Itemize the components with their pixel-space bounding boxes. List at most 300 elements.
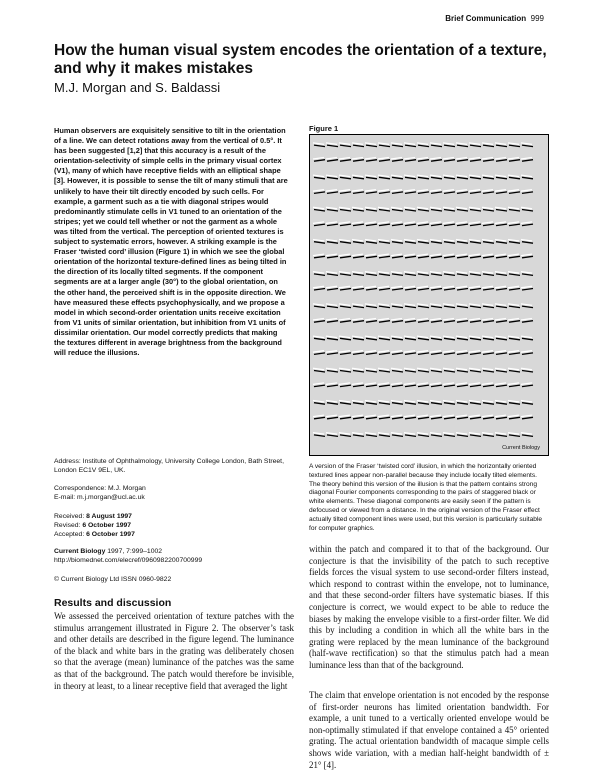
texture-element-white bbox=[521, 401, 532, 403]
texture-element-black bbox=[353, 338, 364, 340]
texture-element-white bbox=[378, 175, 389, 177]
texture-element-black bbox=[340, 306, 351, 308]
texture-element-white bbox=[469, 401, 480, 403]
texture-element-white bbox=[495, 222, 506, 224]
texture-element-white bbox=[482, 401, 493, 403]
texture-element-white bbox=[443, 368, 454, 370]
texture-element-white bbox=[313, 272, 324, 274]
texture-element-black bbox=[444, 242, 455, 244]
texture-element-white bbox=[469, 383, 480, 385]
texture-element-black bbox=[366, 256, 377, 258]
texture-element-black bbox=[327, 306, 338, 308]
texture-element-black bbox=[366, 338, 377, 340]
texture-element-black bbox=[483, 403, 494, 405]
texture-element-white bbox=[404, 272, 415, 274]
texture-element-white bbox=[456, 383, 467, 385]
texture-element-white bbox=[521, 240, 532, 242]
texture-element-black bbox=[457, 289, 468, 291]
texture-element-black bbox=[379, 145, 390, 147]
texture-element-black bbox=[353, 417, 364, 419]
texture-element-black bbox=[444, 385, 455, 387]
texture-element-black bbox=[314, 338, 325, 340]
texture-element-white bbox=[508, 433, 519, 435]
right-body-text-1: within the patch and compared it to that of the background. Our conjecture is that the invisibility of the patch to such receptive fields forces the visual system to use second-order filters instead, which respond to contrast within the envelope, not to luminance, and that these second-order filters have systematic biases. If this conjecture is correct, we would expect to be able to reduce the biases by making the envelope visible to a first-order filter. We did this by including a condition in which all the white bars in the grating were replaced by the mean luminance of the background (half-wave rectification) so that the stimulus patch had a mean luminance less than that of the background. bbox=[309, 544, 549, 670]
texture-element-black bbox=[483, 145, 494, 147]
texture-element-black bbox=[470, 224, 481, 226]
texture-element-white bbox=[521, 415, 532, 417]
texture-element-black bbox=[405, 177, 416, 179]
texture-element-white bbox=[495, 190, 506, 192]
dates bbox=[54, 512, 294, 539]
texture-element-white bbox=[391, 207, 402, 209]
texture-element-black bbox=[470, 160, 481, 162]
texture-element-white bbox=[456, 401, 467, 403]
texture-element-white bbox=[313, 207, 324, 209]
texture-element-black bbox=[418, 321, 429, 323]
texture-element-black bbox=[379, 289, 390, 291]
texture-element-white bbox=[417, 175, 428, 177]
texture-element-black bbox=[314, 274, 325, 276]
texture-element-black bbox=[405, 242, 416, 244]
texture-element-black bbox=[314, 160, 325, 162]
texture-element-black bbox=[509, 385, 520, 387]
texture-element-black bbox=[327, 385, 338, 387]
texture-element-white bbox=[417, 415, 428, 417]
texture-element-black bbox=[509, 289, 520, 291]
texture-element-white bbox=[443, 383, 454, 385]
texture-element-white bbox=[404, 433, 415, 435]
texture-element-white bbox=[339, 319, 350, 321]
texture-element-white bbox=[352, 190, 363, 192]
texture-element-black bbox=[392, 371, 403, 373]
texture-element-black bbox=[483, 224, 494, 226]
texture-element-black bbox=[366, 177, 377, 179]
texture-element-black bbox=[314, 256, 325, 258]
texture-element-black bbox=[314, 385, 325, 387]
texture-element-black bbox=[340, 417, 351, 419]
texture-element-white bbox=[430, 304, 441, 306]
texture-element-black bbox=[366, 274, 377, 276]
texture-element-white bbox=[456, 143, 467, 145]
texture-element-white bbox=[508, 222, 519, 224]
texture-element-white bbox=[378, 286, 389, 288]
texture-element-white bbox=[352, 222, 363, 224]
texture-element-white bbox=[469, 175, 480, 177]
texture-element-white bbox=[508, 143, 519, 145]
texture-element-white bbox=[508, 351, 519, 353]
texture-element-white bbox=[326, 319, 337, 321]
texture-element-black bbox=[483, 435, 494, 437]
texture-element-white bbox=[430, 415, 441, 417]
copyright: © Current Biology Ltd ISSN 0960-9822 bbox=[54, 576, 172, 583]
texture-element-white bbox=[508, 240, 519, 242]
texture-element-black bbox=[509, 256, 520, 258]
texture-element-black bbox=[379, 274, 390, 276]
texture-element-white bbox=[482, 175, 493, 177]
texture-element-white bbox=[404, 401, 415, 403]
texture-element-white bbox=[482, 304, 493, 306]
texture-element-white bbox=[430, 368, 441, 370]
texture-element-white bbox=[404, 207, 415, 209]
texture-element-white bbox=[365, 319, 376, 321]
texture-element-black bbox=[314, 403, 325, 405]
texture-element-black bbox=[418, 306, 429, 308]
texture-element-black bbox=[353, 289, 364, 291]
texture-element-black bbox=[470, 353, 481, 355]
texture-element-black bbox=[496, 385, 507, 387]
figure-label: Figure 1 bbox=[309, 124, 339, 133]
texture-element-black bbox=[470, 338, 481, 340]
texture-element-white bbox=[443, 158, 454, 160]
texture-element-white bbox=[391, 304, 402, 306]
texture-element-white bbox=[469, 222, 480, 224]
texture-element-white bbox=[469, 143, 480, 145]
section-heading: Results and discussion bbox=[54, 597, 172, 609]
texture-element-white bbox=[404, 319, 415, 321]
texture-element-white bbox=[456, 433, 467, 435]
texture-element-white bbox=[339, 190, 350, 192]
texture-element-white bbox=[313, 286, 324, 288]
texture-element-black bbox=[470, 192, 481, 194]
texture-element-black bbox=[522, 385, 533, 387]
texture-element-black bbox=[418, 160, 429, 162]
texture-element-black bbox=[340, 289, 351, 291]
texture-element-white bbox=[495, 304, 506, 306]
texture-element-black bbox=[392, 242, 403, 244]
revised-date: 6 October 1997 bbox=[82, 522, 132, 529]
texture-element-white bbox=[482, 351, 493, 353]
texture-element-white bbox=[456, 190, 467, 192]
texture-element-black bbox=[340, 435, 351, 437]
texture-element-white bbox=[352, 401, 363, 403]
texture-element-white bbox=[326, 158, 337, 160]
texture-element-black bbox=[327, 353, 338, 355]
texture-element-black bbox=[392, 435, 403, 437]
texture-element-white bbox=[469, 207, 480, 209]
texture-element-black bbox=[327, 371, 338, 373]
texture-element-white bbox=[391, 401, 402, 403]
texture-element-white bbox=[495, 433, 506, 435]
texture-element-white bbox=[430, 175, 441, 177]
running-header bbox=[445, 14, 544, 23]
texture-element-white bbox=[313, 368, 324, 370]
texture-element-black bbox=[405, 385, 416, 387]
texture-element-white bbox=[469, 286, 480, 288]
texture-element-white bbox=[430, 319, 441, 321]
texture-element-white bbox=[313, 158, 324, 160]
texture-element-white bbox=[391, 158, 402, 160]
texture-element-white bbox=[326, 383, 337, 385]
texture-element-white bbox=[391, 175, 402, 177]
texture-element-white bbox=[521, 143, 532, 145]
texture-element-black bbox=[522, 321, 533, 323]
texture-element-black bbox=[379, 353, 390, 355]
texture-element-black bbox=[483, 385, 494, 387]
texture-element-white bbox=[339, 207, 350, 209]
texture-element-white bbox=[365, 190, 376, 192]
texture-element-white bbox=[508, 207, 519, 209]
texture-element-black bbox=[431, 210, 442, 212]
texture-element-white bbox=[456, 304, 467, 306]
texture-element-black bbox=[418, 371, 429, 373]
texture-element-black bbox=[431, 403, 442, 405]
texture-element-black bbox=[496, 321, 507, 323]
texture-element-black bbox=[457, 145, 468, 147]
texture-element-black bbox=[470, 403, 481, 405]
texture-element-black bbox=[392, 385, 403, 387]
texture-element-white bbox=[482, 286, 493, 288]
texture-element-black bbox=[444, 256, 455, 258]
texture-element-white bbox=[378, 351, 389, 353]
texture-element-black bbox=[522, 417, 533, 419]
texture-element-white bbox=[326, 222, 337, 224]
texture-element-white bbox=[391, 286, 402, 288]
texture-element-black bbox=[522, 353, 533, 355]
texture-element-black bbox=[340, 274, 351, 276]
texture-element-black bbox=[418, 210, 429, 212]
texture-element-black bbox=[444, 160, 455, 162]
texture-element-white bbox=[352, 304, 363, 306]
texture-element-white bbox=[443, 286, 454, 288]
texture-element-white bbox=[339, 351, 350, 353]
texture-element-black bbox=[379, 417, 390, 419]
texture-element-black bbox=[431, 385, 442, 387]
texture-element-white bbox=[430, 383, 441, 385]
texture-element-white bbox=[495, 368, 506, 370]
article-url[interactable]: http://biomednet.com/elecref/0960982200700999 bbox=[54, 557, 203, 564]
texture-element-white bbox=[326, 190, 337, 192]
texture-element-black bbox=[522, 160, 533, 162]
texture-element-black bbox=[405, 417, 416, 419]
texture-element-black bbox=[483, 160, 494, 162]
twisted-cord-illusion bbox=[310, 135, 548, 455]
texture-element-white bbox=[365, 286, 376, 288]
texture-element-white bbox=[404, 336, 415, 338]
texture-element-white bbox=[417, 240, 428, 242]
left-body-text: We assessed the perceived orientation of texture patches with the stimulus arrangement illustrated in Figure 2. The observer’s task and other details are described in the figure legend. The luminance of the black and white bars in the grating was deliberately chosen so that the average (mean) luminance of the patches was the same as that of the background. The patch would therefore be invisible, in theory at least, to a linear receptive field that averaged the light bbox=[54, 611, 294, 691]
texture-element-white bbox=[326, 433, 337, 435]
texture-element-black bbox=[470, 321, 481, 323]
texture-element-white bbox=[339, 368, 350, 370]
texture-element-black bbox=[392, 417, 403, 419]
texture-element-black bbox=[340, 321, 351, 323]
texture-element-white bbox=[352, 383, 363, 385]
texture-element-black bbox=[470, 385, 481, 387]
texture-element-black bbox=[327, 417, 338, 419]
texture-element-black bbox=[457, 321, 468, 323]
texture-element-black bbox=[418, 224, 429, 226]
texture-element-black bbox=[366, 417, 377, 419]
texture-element-black bbox=[405, 371, 416, 373]
texture-element-white bbox=[404, 158, 415, 160]
texture-element-white bbox=[391, 143, 402, 145]
texture-element-black bbox=[522, 224, 533, 226]
texture-element-white bbox=[391, 433, 402, 435]
texture-element-black bbox=[353, 160, 364, 162]
texture-element-white bbox=[508, 190, 519, 192]
texture-element-black bbox=[314, 224, 325, 226]
texture-element-black bbox=[509, 403, 520, 405]
texture-element-black bbox=[392, 321, 403, 323]
texture-element-white bbox=[417, 383, 428, 385]
texture-element-black bbox=[431, 435, 442, 437]
texture-element-white bbox=[352, 415, 363, 417]
texture-element-white bbox=[417, 272, 428, 274]
texture-element-white bbox=[417, 433, 428, 435]
texture-element-black bbox=[431, 145, 442, 147]
texture-element-black bbox=[353, 177, 364, 179]
texture-element-black bbox=[483, 177, 494, 179]
texture-element-white bbox=[469, 158, 480, 160]
texture-element-white bbox=[482, 143, 493, 145]
texture-element-black bbox=[353, 371, 364, 373]
texture-element-white bbox=[391, 415, 402, 417]
texture-element-black bbox=[392, 256, 403, 258]
texture-element-black bbox=[314, 289, 325, 291]
texture-element-black bbox=[327, 192, 338, 194]
texture-element-black bbox=[457, 274, 468, 276]
texture-element-black bbox=[418, 145, 429, 147]
texture-element-white bbox=[443, 240, 454, 242]
texture-element-white bbox=[508, 286, 519, 288]
texture-element-black bbox=[431, 338, 442, 340]
texture-element-black bbox=[405, 353, 416, 355]
texture-element-black bbox=[353, 224, 364, 226]
texture-element-black bbox=[340, 145, 351, 147]
texture-element-black bbox=[496, 242, 507, 244]
texture-element-black bbox=[470, 177, 481, 179]
texture-element-black bbox=[314, 242, 325, 244]
texture-element-white bbox=[365, 207, 376, 209]
journal-section-label: Brief Communication bbox=[445, 14, 527, 23]
texture-element-black bbox=[379, 224, 390, 226]
texture-element-black bbox=[405, 306, 416, 308]
texture-element-white bbox=[456, 254, 467, 256]
texture-element-white bbox=[352, 240, 363, 242]
texture-element-black bbox=[509, 210, 520, 212]
texture-element-white bbox=[521, 254, 532, 256]
texture-element-black bbox=[522, 242, 533, 244]
texture-element-white bbox=[482, 158, 493, 160]
texture-element-black bbox=[522, 192, 533, 194]
texture-element-black bbox=[444, 353, 455, 355]
accepted-date: 6 October 1997 bbox=[86, 531, 135, 538]
texture-element-black bbox=[379, 256, 390, 258]
texture-element-black bbox=[353, 353, 364, 355]
texture-element-black bbox=[405, 338, 416, 340]
texture-element-black bbox=[483, 192, 494, 194]
texture-element-black bbox=[353, 274, 364, 276]
texture-element-black bbox=[457, 242, 468, 244]
abstract: Human observers are exquisitely sensitive to tilt in the orientation of a line. We can detect rotations away from the vertical of 0.5°. It has been suggested [1,2] that this accuracy is a result of the orientation-selectivity of simple cells in the primary visual cortex (V1), many of which have receptive fields with an elliptical shape [3]. However, it is possible to sense the tilt of many stimuli that are unlikely to have their tilt directly encoded by such cells. For example, a garment such as a tie with diagonal stripes would predominantly stimulate cells in V1 tuned to an orientation of the stripes; yet we could tell whether or not the garment as a whole was tilted from the vertical. The perception of oriented textures is subject to systematic errors, however. A striking example is the Fraser ‘twisted cord’ illusion (Figure 1) in which we see the global orientation of the horizontal texture-defined lines as being tilted in the direction of its locally tilted segments. If the component segments are at a larger angle (30°) to the global orientation, on the other hand, the perceived shift is in the opposite direction. We have measured these effects psychophysically, and we propose a model in which second-order orientation units receive excitation from V1 units of similar orientation, but inhibition from V1 units of dissimilar orientation. Our model correctly predicts that making the textures different in average brightness from the background will reduce the illusions. bbox=[54, 126, 288, 358]
texture-element-white bbox=[495, 415, 506, 417]
texture-element-black bbox=[418, 338, 429, 340]
received-line bbox=[54, 512, 294, 521]
texture-element-black bbox=[509, 242, 520, 244]
texture-element-white bbox=[417, 143, 428, 145]
texture-element-black bbox=[379, 160, 390, 162]
texture-element-black bbox=[444, 224, 455, 226]
texture-element-black bbox=[509, 177, 520, 179]
texture-element-black bbox=[496, 160, 507, 162]
texture-element-white bbox=[521, 304, 532, 306]
texture-element-black bbox=[483, 371, 494, 373]
texture-element-white bbox=[339, 304, 350, 306]
texture-element-white bbox=[521, 158, 532, 160]
texture-element-black bbox=[496, 371, 507, 373]
texture-element-black bbox=[496, 224, 507, 226]
texture-element-white bbox=[482, 319, 493, 321]
texture-element-black bbox=[418, 192, 429, 194]
texture-element-white bbox=[456, 415, 467, 417]
texture-element-black bbox=[470, 289, 481, 291]
texture-element-white bbox=[508, 272, 519, 274]
texture-element-black bbox=[444, 289, 455, 291]
texture-element-white bbox=[352, 286, 363, 288]
texture-element-white bbox=[339, 175, 350, 177]
texture-element-white bbox=[443, 175, 454, 177]
texture-element-black bbox=[379, 177, 390, 179]
texture-element-black bbox=[522, 338, 533, 340]
texture-element-white bbox=[378, 401, 389, 403]
texture-element-black bbox=[392, 274, 403, 276]
texture-element-white bbox=[482, 336, 493, 338]
texture-element-black bbox=[392, 145, 403, 147]
texture-element-white bbox=[326, 336, 337, 338]
correspondence bbox=[54, 484, 294, 502]
texture-element-black bbox=[522, 256, 533, 258]
texture-element-white bbox=[391, 336, 402, 338]
texture-element-black bbox=[522, 289, 533, 291]
texture-element-white bbox=[443, 336, 454, 338]
texture-element-black bbox=[379, 210, 390, 212]
texture-element-white bbox=[495, 143, 506, 145]
texture-element-white bbox=[352, 175, 363, 177]
texture-element-white bbox=[391, 254, 402, 256]
texture-element-black bbox=[457, 385, 468, 387]
texture-element-white bbox=[313, 143, 324, 145]
texture-element-white bbox=[352, 433, 363, 435]
texture-element-white bbox=[404, 143, 415, 145]
texture-element-white bbox=[521, 190, 532, 192]
texture-element-white bbox=[404, 254, 415, 256]
texture-element-white bbox=[352, 368, 363, 370]
texture-element-black bbox=[431, 321, 442, 323]
texture-element-black bbox=[366, 385, 377, 387]
texture-element-white bbox=[326, 175, 337, 177]
texture-element-white bbox=[378, 336, 389, 338]
texture-element-white bbox=[456, 240, 467, 242]
texture-element-white bbox=[521, 207, 532, 209]
texture-element-white bbox=[339, 401, 350, 403]
texture-element-white bbox=[456, 368, 467, 370]
texture-element-white bbox=[482, 254, 493, 256]
texture-element-white bbox=[352, 351, 363, 353]
texture-element-black bbox=[509, 417, 520, 419]
texture-element-white bbox=[352, 272, 363, 274]
revised-label: Revised: bbox=[54, 522, 81, 529]
right-body-text-2: The claim that envelope orientation is not encoded by the response of first-order neurons has limited orientation bandwidth. For example, a unit tuned to a vertically oriented envelope would be non-optimally stimulated if that envelope contained a 45° oriented grating. The actual orientation bandwidth of macaque simple cells shows wide variation, with a median half-height bandwidth of ± 21° [4]. bbox=[309, 690, 549, 770]
texture-element-white bbox=[469, 240, 480, 242]
texture-element-black bbox=[444, 306, 455, 308]
texture-element-white bbox=[352, 254, 363, 256]
texture-element-white bbox=[469, 272, 480, 274]
texture-element-black bbox=[340, 385, 351, 387]
texture-element-white bbox=[339, 222, 350, 224]
texture-element-white bbox=[391, 222, 402, 224]
texture-element-white bbox=[352, 143, 363, 145]
texture-element-white bbox=[508, 304, 519, 306]
